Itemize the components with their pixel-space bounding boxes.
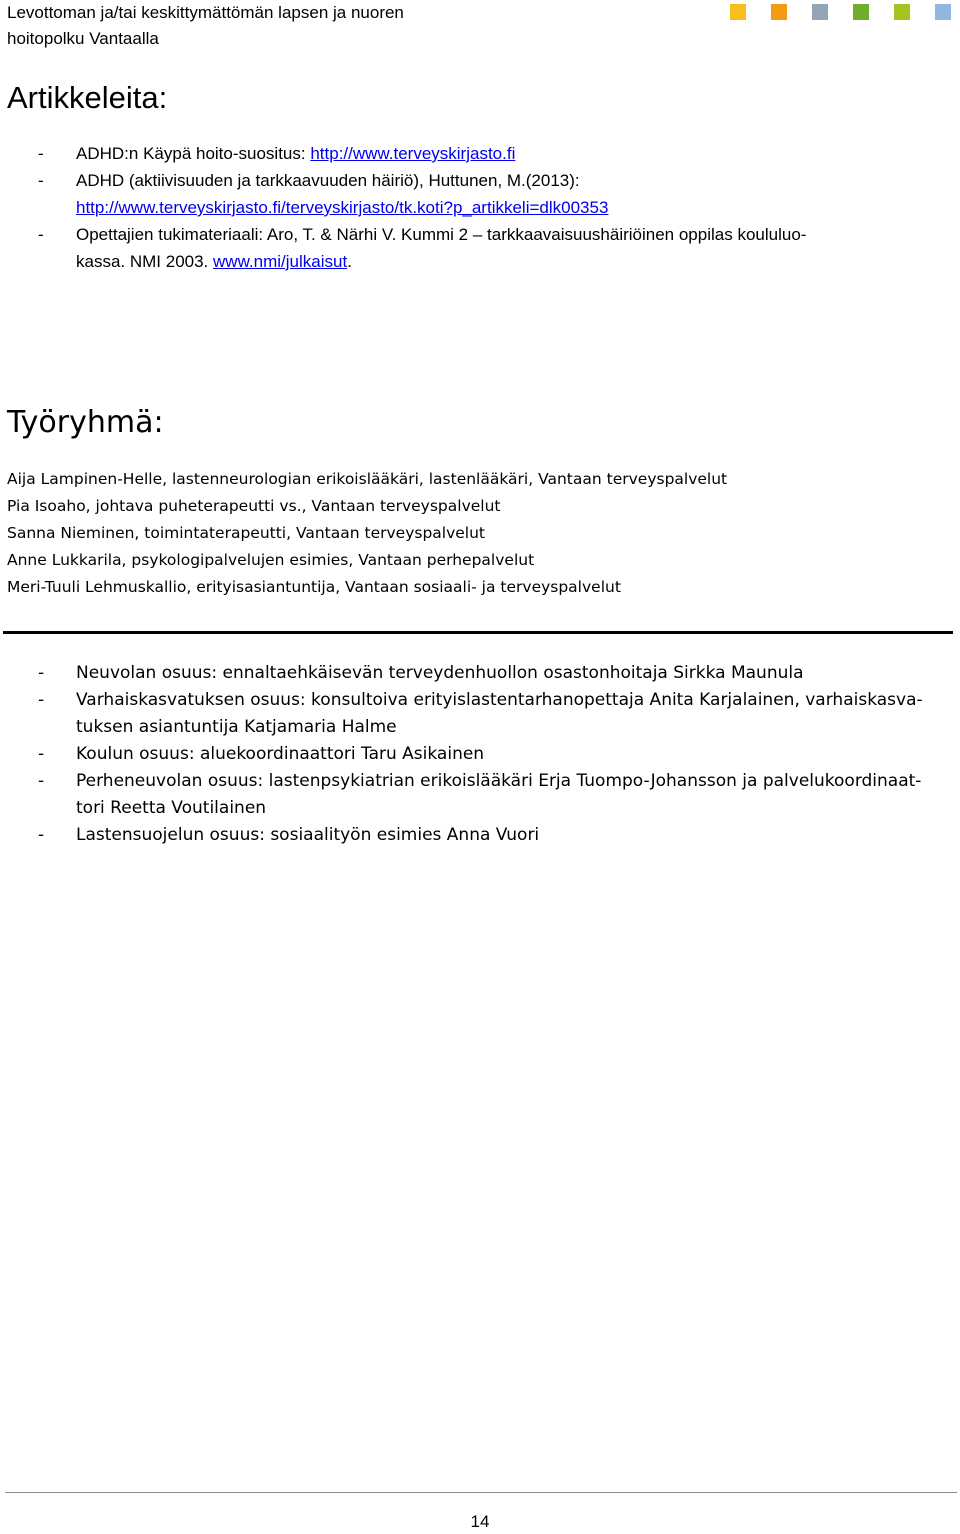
footer-divider [5,1492,957,1493]
list-item [38,687,938,741]
page-number: 14 [470,1512,490,1531]
articles-heading: Artikkeleita: [7,80,168,115]
color-square-orange [771,4,787,20]
role-text: Varhaiskasvatuksen osuus: konsultoiva erityislastentarhanopettaja Anita Karjalainen, varhaiskasva- [76,690,923,710]
workgroup-heading: Työryhmä: [7,405,164,440]
role-text-cont: tuksen asiantuntija Katjamaria Halme [76,717,397,737]
member-line: Anne Lukkarila, psykologipalvelujen esimies, Vantaan perhepalvelut [7,551,535,569]
member-line: Sanna Nieminen, toimintaterapeutti, Vantaan terveyspalvelut [7,524,486,542]
articles-list [38,140,938,275]
list-item [38,768,938,822]
role-text-cont: tori Reetta Voutilainen [76,798,267,818]
article-link-huttunen[interactable]: http://www.terveyskirjasto.fi/terveyskirjasto/tk.koti?p_artikkeli=dlk00353 [76,198,609,217]
dash-bullet: - [38,744,45,764]
roles-list [38,660,938,849]
dash-bullet: - [38,663,45,683]
dash-bullet: - [38,144,44,163]
dash-bullet: - [38,771,45,791]
member-line: Pia Isoaho, johtava puheterapeutti vs., Vantaan terveyspalvelut [7,497,501,515]
color-square-light-blue [935,4,951,20]
document-header-title [7,0,567,52]
list-item [38,221,938,275]
role-text: Koulun osuus: aluekoordinaattori Taru Asikainen [76,744,485,764]
list-item [38,140,938,167]
article-link-terveyskirjasto[interactable]: http://www.terveyskirjasto.fi [310,144,516,163]
dash-bullet: - [38,825,45,845]
member-line: Meri-Tuuli Lehmuskallio, erityisasiantuntija, Vantaan sosiaali- ja terveyspalvelut [7,578,621,596]
list-item [38,822,938,849]
role-text: Neuvolan osuus: ennaltaehkäisevän terveydenhuollon osastonhoitaja Sirkka Maunula [76,663,804,683]
article-text: kassa. NMI 2003. [76,252,214,271]
article-link-nmi[interactable]: www.nmi/julkaisut [213,252,348,271]
section-divider [3,631,953,634]
dash-bullet: - [38,171,44,190]
article-text: Opettajien tukimateriaali: Aro, T. & Närhi V. Kummi 2 – tarkkaavaisuushäiriöinen oppilas koululuo- [76,225,807,244]
list-item [38,741,938,768]
role-text: Lastensuojelun osuus: sosiaalityön esimies Anna Vuori [76,825,540,845]
color-square-lime [894,4,910,20]
header-color-squares [730,4,952,20]
color-square-grey-blue [812,4,828,20]
article-text: ADHD:n Käypä hoito-suositus: [76,144,311,163]
dash-bullet: - [38,225,44,244]
article-text-end: . [347,252,352,271]
color-square-yellow [730,4,746,20]
role-text: Perheneuvolan osuus: lastenpsykiatrian erikoislääkäri Erja Tuompo-Johansson ja palvelukoordinaat- [76,771,922,791]
dash-bullet: - [38,690,45,710]
header-title-line1: Levottoman ja/tai keskittymättömän lapsen ja nuoren [7,3,404,22]
list-item [38,660,938,687]
color-square-green [853,4,869,20]
member-line: Aija Lampinen-Helle, lastenneurologian erikoislääkäri, lastenlääkäri, Vantaan terveyspalvelut [7,470,728,488]
list-item [38,167,938,221]
workgroup-members [7,466,947,601]
header-title-line2: hoitopolku Vantaalla [7,29,159,48]
article-text: ADHD (aktiivisuuden ja tarkkaavuuden häiriö), Huttunen, M.(2013): [76,171,580,190]
